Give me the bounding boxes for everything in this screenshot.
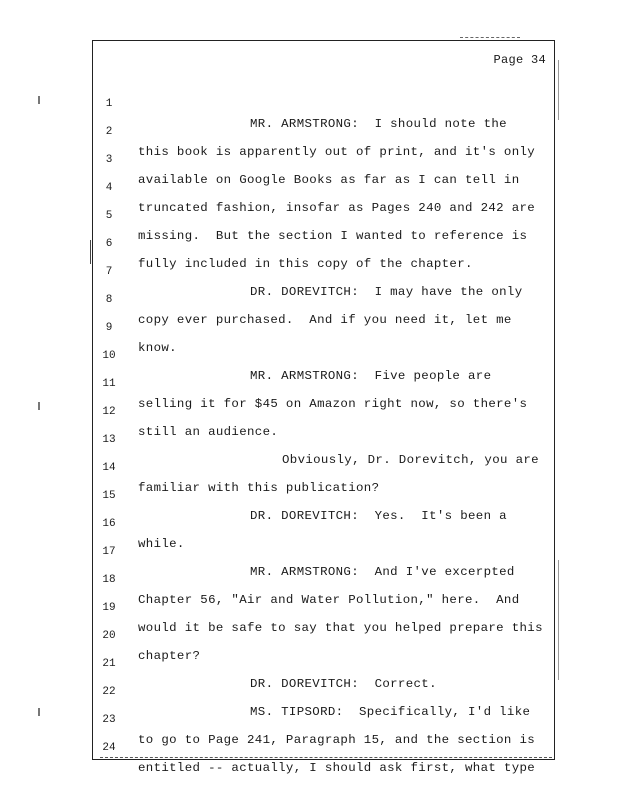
line-text: copy ever purchased. And if you need it, let me bbox=[138, 313, 512, 327]
line-text: DR. DOREVITCH: I may have the only bbox=[250, 285, 523, 299]
line-text: MR. ARMSTRONG: I should note the bbox=[250, 117, 507, 131]
scan-artifact-top bbox=[460, 37, 520, 39]
line-text: truncated fashion, insofar as Pages 240 and 242 are bbox=[138, 201, 536, 215]
line-text: this book is apparently out of print, and it's only bbox=[138, 145, 536, 159]
line-number: 15 bbox=[102, 490, 116, 502]
line-number: 3 bbox=[105, 154, 113, 166]
line-number: 22 bbox=[102, 686, 116, 698]
line-number: 1 bbox=[105, 98, 113, 110]
line-text: know. bbox=[138, 341, 177, 355]
line-text: fully included in this copy of the chapter. bbox=[138, 257, 473, 271]
line-text: MR. ARMSTRONG: Five people are bbox=[250, 369, 492, 383]
line-number: 5 bbox=[105, 210, 113, 222]
line-number: 24 bbox=[102, 742, 116, 754]
scan-mark-left-2 bbox=[38, 402, 40, 410]
line-text: missing. But the section I wanted to reference is bbox=[138, 229, 528, 243]
line-number: 6 bbox=[105, 238, 113, 250]
line-text: Chapter 56, "Air and Water Pollution," here. And bbox=[138, 593, 520, 607]
line-number: 23 bbox=[102, 714, 116, 726]
line-number: 21 bbox=[102, 658, 116, 670]
line-text: Obviously, Dr. Dorevitch, you are bbox=[282, 453, 539, 467]
line-number: 4 bbox=[105, 182, 113, 194]
scan-artifact-bottom bbox=[100, 757, 552, 760]
line-text: available on Google Books as far as I can tell in bbox=[138, 173, 520, 187]
line-number: 12 bbox=[102, 406, 116, 418]
line-number: 16 bbox=[102, 518, 116, 530]
line-text: DR. DOREVITCH: Correct. bbox=[250, 677, 437, 691]
line-number: 14 bbox=[102, 462, 116, 474]
line-text: MR. ARMSTRONG: And I've excerpted bbox=[250, 565, 515, 579]
transcript-line bbox=[0, 74, 618, 131]
line-text: chapter? bbox=[138, 649, 201, 663]
line-number: 13 bbox=[102, 434, 116, 446]
line-number: 2 bbox=[105, 126, 113, 138]
page-number: Page 34 bbox=[493, 53, 546, 67]
line-text: MS. TIPSORD: Specifically, I'd like bbox=[250, 705, 531, 719]
line-number: 20 bbox=[102, 630, 116, 642]
line-number: 7 bbox=[105, 266, 113, 278]
line-number: 19 bbox=[102, 602, 116, 614]
line-text: selling it for $45 on Amazon right now, so there's bbox=[138, 397, 528, 411]
line-number: 9 bbox=[105, 322, 113, 334]
line-number: 18 bbox=[102, 574, 116, 586]
line-number: 11 bbox=[102, 378, 116, 390]
line-text: still an audience. bbox=[138, 425, 279, 439]
line-text: to go to Page 241, Paragraph 15, and the section is bbox=[138, 733, 536, 747]
line-number: 8 bbox=[105, 294, 113, 306]
line-number: 10 bbox=[102, 350, 116, 362]
line-text: DR. DOREVITCH: Yes. It's been a bbox=[250, 509, 507, 523]
line-text: entitled -- actually, I should ask first, what type bbox=[138, 761, 536, 775]
line-number: 17 bbox=[102, 546, 116, 558]
line-text: while. bbox=[138, 537, 185, 551]
line-text: familiar with this publication? bbox=[138, 481, 380, 495]
line-text: would it be safe to say that you helped prepare this bbox=[138, 621, 543, 635]
